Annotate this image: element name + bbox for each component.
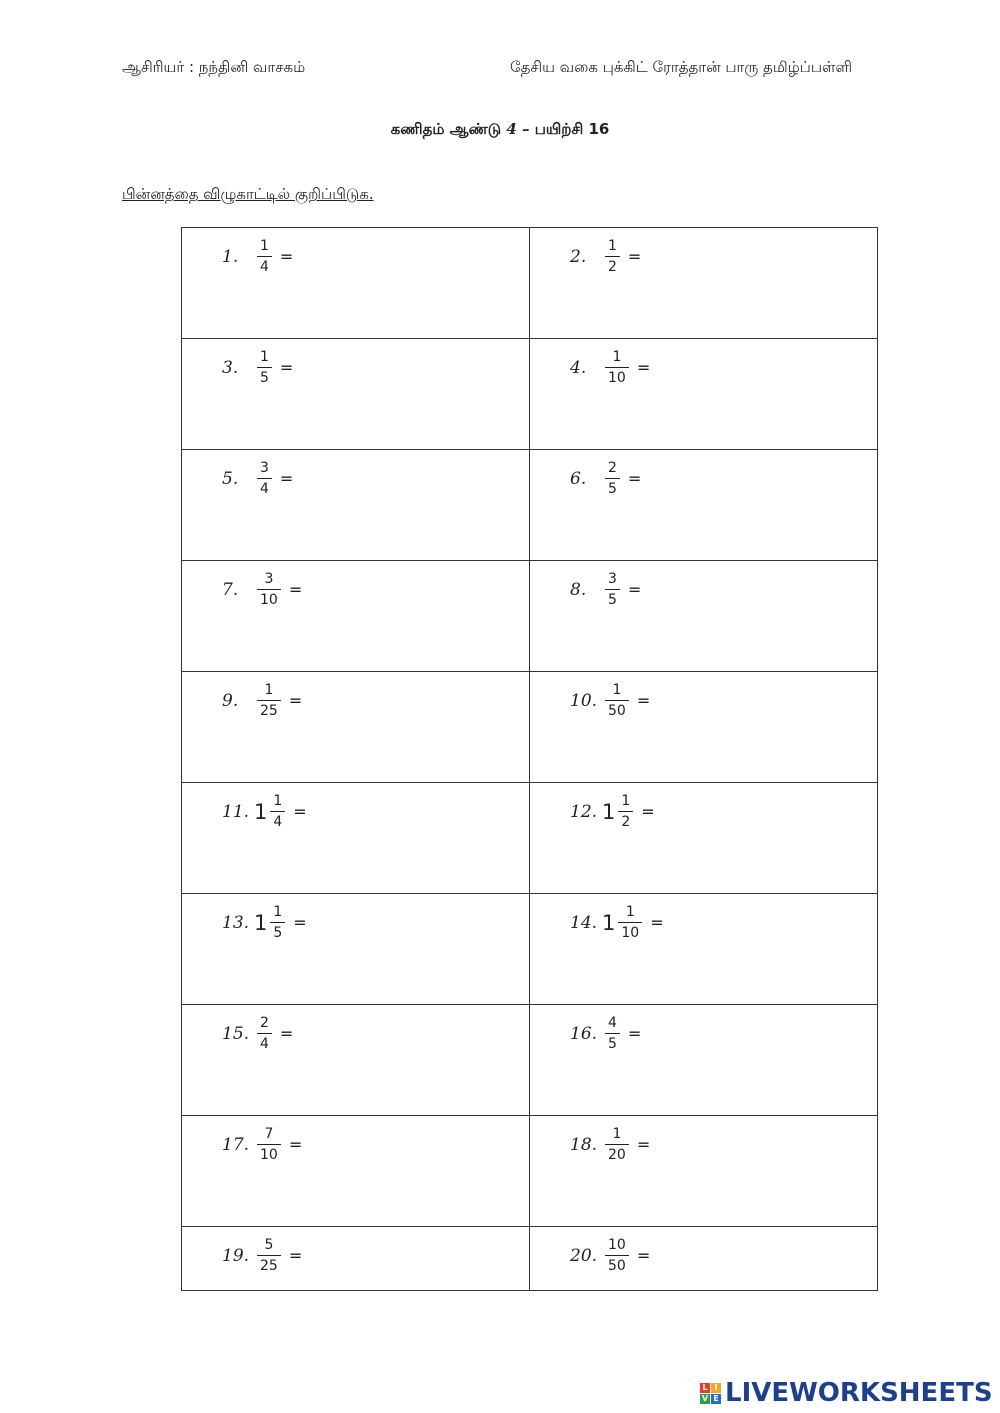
fraction bbox=[618, 793, 633, 830]
logo-text: LIVEWORKSHEETS bbox=[725, 1378, 993, 1408]
question bbox=[570, 1237, 650, 1274]
page-title bbox=[0, 120, 1000, 140]
question-row bbox=[182, 561, 878, 672]
equals-sign: = bbox=[627, 580, 642, 599]
fraction bbox=[605, 1237, 629, 1274]
question-row bbox=[182, 783, 878, 894]
title-suffix: பயிற்சி 16 bbox=[534, 120, 610, 138]
question bbox=[570, 793, 655, 830]
question bbox=[570, 571, 641, 608]
equals-sign: = bbox=[627, 469, 642, 488]
title-prefix: கணிதம் ஆண்டு bbox=[390, 120, 507, 138]
school-name: தேசிய வகை புக்கிட் ரோத்தான் பாரு தமிழ்ப்பள்ளி bbox=[510, 58, 853, 76]
numerator: 3 bbox=[608, 571, 617, 587]
question-number: 1. bbox=[222, 246, 239, 267]
question-cell[interactable] bbox=[530, 894, 878, 1005]
equals-sign: = bbox=[627, 1024, 642, 1043]
fraction bbox=[257, 1015, 272, 1052]
equals-sign: = bbox=[293, 913, 307, 932]
question-number: 4. bbox=[570, 357, 587, 378]
numerator: 2 bbox=[260, 1015, 269, 1031]
fraction bbox=[605, 460, 620, 497]
question bbox=[570, 904, 664, 941]
question bbox=[570, 460, 641, 497]
denominator: 4 bbox=[257, 256, 272, 275]
question-row bbox=[182, 672, 878, 783]
whole-number: 1 bbox=[254, 910, 268, 935]
fraction bbox=[270, 904, 285, 941]
question bbox=[570, 238, 641, 275]
question-row bbox=[182, 1116, 878, 1227]
numerator: 1 bbox=[260, 349, 269, 365]
question bbox=[570, 682, 650, 719]
fraction bbox=[257, 682, 281, 719]
question-cell[interactable] bbox=[530, 1227, 878, 1291]
equals-sign: = bbox=[636, 691, 651, 710]
numerator: 1 bbox=[621, 793, 631, 809]
denominator: 10 bbox=[257, 589, 281, 608]
equals-sign: = bbox=[279, 247, 294, 266]
equals-sign: = bbox=[636, 358, 651, 377]
logo-badge-letter: I bbox=[711, 1383, 721, 1393]
question-number: 18. bbox=[570, 1134, 598, 1155]
question-number: 6. bbox=[570, 468, 587, 489]
question bbox=[222, 238, 293, 275]
question-row bbox=[182, 894, 878, 1005]
equals-sign: = bbox=[636, 1135, 651, 1154]
question-row bbox=[182, 339, 878, 450]
denominator: 10 bbox=[618, 922, 642, 941]
instruction: பின்னத்தை விழுகாட்டில் குறிப்பிடுக. bbox=[122, 185, 374, 203]
fraction bbox=[605, 1126, 629, 1163]
numerator: 1 bbox=[612, 682, 622, 698]
question-cell[interactable] bbox=[182, 339, 530, 450]
question-cell[interactable] bbox=[530, 783, 878, 894]
logo-badge-letter: L bbox=[700, 1383, 710, 1393]
question-number: 14. bbox=[570, 912, 598, 933]
question bbox=[222, 793, 307, 830]
equals-sign: = bbox=[279, 469, 294, 488]
denominator: 5 bbox=[605, 589, 620, 608]
question-number: 12. bbox=[570, 801, 598, 822]
denominator: 4 bbox=[270, 811, 285, 830]
teacher-name: ஆசிரியர் : நந்தினி வாசகம் bbox=[122, 58, 306, 76]
denominator: 10 bbox=[605, 367, 629, 386]
question-cell[interactable] bbox=[530, 561, 878, 672]
question-cell[interactable] bbox=[182, 561, 530, 672]
fraction bbox=[605, 682, 629, 719]
denominator: 50 bbox=[605, 700, 629, 719]
denominator: 10 bbox=[257, 1144, 281, 1163]
question-row bbox=[182, 1005, 878, 1116]
numerator: 5 bbox=[264, 1237, 274, 1253]
question-row bbox=[182, 1227, 878, 1291]
denominator: 5 bbox=[270, 922, 285, 941]
question bbox=[222, 904, 307, 941]
denominator: 5 bbox=[257, 367, 272, 386]
question-cell[interactable] bbox=[530, 228, 878, 339]
question bbox=[222, 1126, 302, 1163]
numerator: 1 bbox=[608, 238, 617, 254]
question-cell[interactable] bbox=[182, 783, 530, 894]
equals-sign: = bbox=[627, 247, 642, 266]
question-cell[interactable] bbox=[182, 1227, 530, 1291]
denominator: 5 bbox=[605, 1033, 620, 1052]
logo-badge bbox=[700, 1383, 721, 1404]
denominator: 2 bbox=[605, 256, 620, 275]
question-cell[interactable] bbox=[530, 1116, 878, 1227]
equals-sign: = bbox=[636, 1246, 651, 1265]
fraction bbox=[605, 1015, 620, 1052]
question-number: 20. bbox=[570, 1245, 598, 1266]
question-number: 7. bbox=[222, 579, 239, 600]
equals-sign: = bbox=[650, 913, 664, 932]
denominator: 20 bbox=[605, 1144, 629, 1163]
question-cell[interactable] bbox=[530, 450, 878, 561]
denominator: 25 bbox=[257, 700, 281, 719]
equals-sign: = bbox=[288, 691, 303, 710]
question-cell[interactable] bbox=[182, 894, 530, 1005]
logo-badge-letter: E bbox=[711, 1394, 721, 1404]
liveworksheets-logo bbox=[700, 1378, 993, 1408]
title-year: 4 – bbox=[506, 120, 535, 138]
question bbox=[222, 682, 302, 719]
whole-number: 1 bbox=[254, 799, 268, 824]
equals-sign: = bbox=[293, 802, 307, 821]
question-cell[interactable] bbox=[530, 339, 878, 450]
numerator: 10 bbox=[608, 1237, 626, 1253]
fraction bbox=[618, 904, 642, 941]
fraction bbox=[605, 571, 620, 608]
question bbox=[222, 349, 293, 386]
question-row bbox=[182, 228, 878, 339]
numerator: 1 bbox=[612, 1126, 622, 1142]
fraction bbox=[257, 1237, 281, 1274]
fraction bbox=[605, 349, 629, 386]
numerator: 3 bbox=[264, 571, 274, 587]
numerator: 4 bbox=[608, 1015, 617, 1031]
fraction bbox=[257, 460, 272, 497]
question-number: 3. bbox=[222, 357, 239, 378]
denominator: 4 bbox=[257, 1033, 272, 1052]
fraction bbox=[605, 238, 620, 275]
question-grid bbox=[181, 227, 878, 1291]
question bbox=[222, 1015, 293, 1052]
denominator: 4 bbox=[257, 478, 272, 497]
fraction bbox=[270, 793, 285, 830]
numerator: 3 bbox=[260, 460, 269, 476]
question-number: 8. bbox=[570, 579, 587, 600]
equals-sign: = bbox=[279, 358, 294, 377]
question bbox=[570, 1015, 641, 1052]
fraction bbox=[257, 571, 281, 608]
numerator: 1 bbox=[260, 238, 269, 254]
question bbox=[222, 460, 293, 497]
fraction bbox=[257, 238, 272, 275]
question-number: 10. bbox=[570, 690, 598, 711]
question-number: 16. bbox=[570, 1023, 598, 1044]
equals-sign: = bbox=[288, 1135, 303, 1154]
numerator: 1 bbox=[264, 682, 274, 698]
question-cell[interactable] bbox=[182, 672, 530, 783]
numerator: 1 bbox=[273, 904, 283, 920]
numerator: 1 bbox=[612, 349, 622, 365]
question bbox=[570, 1126, 650, 1163]
equals-sign: = bbox=[288, 580, 303, 599]
question-cell[interactable] bbox=[530, 672, 878, 783]
question-cell[interactable] bbox=[182, 1116, 530, 1227]
question-row bbox=[182, 450, 878, 561]
question bbox=[570, 349, 650, 386]
question-number: 13. bbox=[222, 912, 250, 933]
numerator: 2 bbox=[608, 460, 617, 476]
question-number: 5. bbox=[222, 468, 239, 489]
numerator: 7 bbox=[264, 1126, 274, 1142]
question bbox=[222, 571, 302, 608]
question-number: 11. bbox=[222, 801, 250, 822]
question-number: 15. bbox=[222, 1023, 250, 1044]
question-cell[interactable] bbox=[182, 1005, 530, 1116]
question bbox=[222, 1237, 302, 1274]
equals-sign: = bbox=[288, 1246, 303, 1265]
logo-badge-letter: V bbox=[701, 1393, 709, 1403]
question-cell[interactable] bbox=[530, 1005, 878, 1116]
numerator: 1 bbox=[273, 793, 283, 809]
whole-number: 1 bbox=[602, 799, 616, 824]
question-cell[interactable] bbox=[182, 450, 530, 561]
equals-sign: = bbox=[641, 802, 655, 821]
equals-sign: = bbox=[279, 1024, 294, 1043]
denominator: 25 bbox=[257, 1255, 281, 1274]
whole-number: 1 bbox=[602, 910, 616, 935]
denominator: 50 bbox=[605, 1255, 629, 1274]
denominator: 5 bbox=[605, 478, 620, 497]
denominator: 2 bbox=[618, 811, 633, 830]
fraction bbox=[257, 349, 272, 386]
question-number: 17. bbox=[222, 1134, 250, 1155]
question-number: 9. bbox=[222, 690, 239, 711]
question-number: 2. bbox=[570, 246, 587, 267]
fraction bbox=[257, 1126, 281, 1163]
question-cell[interactable] bbox=[182, 228, 530, 339]
numerator: 1 bbox=[625, 904, 635, 920]
question-number: 19. bbox=[222, 1245, 250, 1266]
